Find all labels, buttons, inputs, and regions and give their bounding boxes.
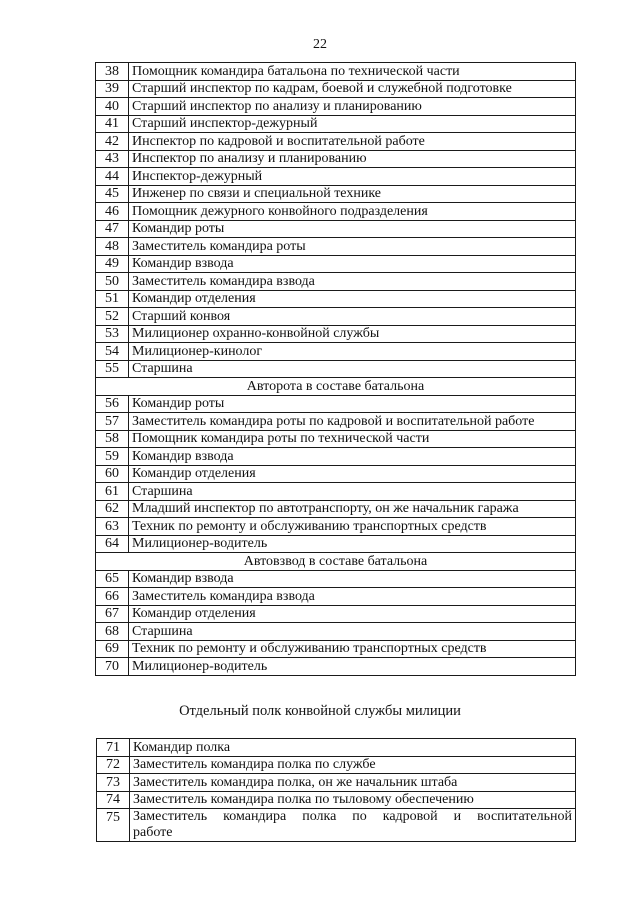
row-number: 64	[96, 535, 129, 553]
row-number: 52	[96, 308, 129, 326]
table-row	[96, 290, 576, 308]
table-row	[96, 80, 576, 98]
position-title: Милиционер-водитель	[129, 535, 576, 553]
table-row	[96, 658, 576, 676]
row-number: 40	[96, 98, 129, 116]
row-number: 44	[96, 168, 129, 186]
section-row	[96, 553, 576, 571]
row-number: 51	[96, 290, 129, 308]
table-row	[96, 588, 576, 606]
table-row	[97, 739, 576, 757]
position-title: Младший инспектор по автотранспорту, он же начальник гаража	[129, 500, 576, 518]
position-title: Старшина	[129, 483, 576, 501]
position-title: Командир роты	[129, 395, 576, 413]
row-number: 69	[96, 640, 129, 658]
row-number: 59	[96, 448, 129, 466]
position-title: Старший конвоя	[129, 308, 576, 326]
row-number: 42	[96, 133, 129, 151]
position-title: Заместитель командира взвода	[129, 588, 576, 606]
table-row	[96, 413, 576, 431]
row-number: 66	[96, 588, 129, 606]
position-title: Помощник командира батальона по технической части	[129, 63, 576, 81]
position-title: Старший инспектор по кадрам, боевой и служебной подготовке	[129, 80, 576, 98]
position-title: Инспектор по анализу и планированию	[129, 150, 576, 168]
row-number: 50	[96, 273, 129, 291]
position-title: Инженер по связи и специальной технике	[129, 185, 576, 203]
row-number: 60	[96, 465, 129, 483]
table-row	[97, 756, 576, 774]
table-row	[97, 791, 576, 809]
row-number: 53	[96, 325, 129, 343]
table-row	[96, 430, 576, 448]
table-row	[96, 483, 576, 501]
position-title: Старший инспектор по анализу и планированию	[129, 98, 576, 116]
position-title: Командир роты	[129, 220, 576, 238]
table-row	[96, 623, 576, 641]
table-row	[96, 98, 576, 116]
row-number: 75	[97, 809, 130, 842]
position-title: Командир взвода	[129, 448, 576, 466]
table-row	[96, 448, 576, 466]
table-row	[96, 325, 576, 343]
row-number: 73	[97, 774, 130, 792]
row-number: 67	[96, 605, 129, 623]
table-row	[96, 500, 576, 518]
row-number: 58	[96, 430, 129, 448]
section-title: Автовзвод в составе батальона	[96, 553, 576, 571]
position-title: Старший инспектор-дежурный	[129, 115, 576, 133]
regiment-staff-table-body	[97, 739, 576, 842]
position-title: Старшина	[129, 623, 576, 641]
row-number: 71	[97, 739, 130, 757]
position-title: Заместитель командира роты	[129, 238, 576, 256]
row-number: 41	[96, 115, 129, 133]
regiment-staff-table	[96, 738, 576, 842]
position-title: Командир взвода	[129, 255, 576, 273]
position-title: Заместитель командира полка по тыловому обеспечению	[130, 791, 576, 809]
staff-table-body	[96, 63, 576, 676]
row-number: 61	[96, 483, 129, 501]
position-title: Техник по ремонту и обслуживанию транспортных средств	[129, 518, 576, 536]
table-row	[96, 395, 576, 413]
row-number: 56	[96, 395, 129, 413]
table-row	[97, 809, 576, 842]
table-row	[96, 255, 576, 273]
position-title	[130, 809, 576, 842]
position-title: Заместитель командира роты по кадровой и воспитательной работе	[129, 413, 576, 431]
position-title: Заместитель командира полка, он же начальник штаба	[130, 774, 576, 792]
table-row	[96, 308, 576, 326]
table-row	[96, 185, 576, 203]
row-number: 43	[96, 150, 129, 168]
table-row	[97, 774, 576, 792]
row-number: 38	[96, 63, 129, 81]
section-title: Авторота в составе батальона	[96, 378, 576, 396]
row-number: 45	[96, 185, 129, 203]
table-row	[96, 570, 576, 588]
row-number: 49	[96, 255, 129, 273]
table-row	[96, 115, 576, 133]
row-number: 65	[96, 570, 129, 588]
page-number: 22	[313, 37, 327, 52]
position-title: Командир отделения	[129, 605, 576, 623]
position-title: Старшина	[129, 360, 576, 378]
position-title-line-2: работе	[133, 825, 173, 840]
position-title: Милиционер-кинолог	[129, 343, 576, 361]
table-row	[96, 360, 576, 378]
position-title: Заместитель командира полка по службе	[130, 756, 576, 774]
row-number: 63	[96, 518, 129, 536]
position-title: Заместитель командира взвода	[129, 273, 576, 291]
table-row	[96, 465, 576, 483]
table-row	[96, 63, 576, 81]
position-title: Милиционер охранно-конвойной службы	[129, 325, 576, 343]
row-number: 46	[96, 203, 129, 221]
position-title: Командир взвода	[129, 570, 576, 588]
row-number: 68	[96, 623, 129, 641]
table-row	[96, 605, 576, 623]
row-number: 74	[97, 791, 130, 809]
row-number: 55	[96, 360, 129, 378]
position-title: Командир отделения	[129, 290, 576, 308]
position-title: Инспектор по кадровой и воспитательной работе	[129, 133, 576, 151]
row-number: 57	[96, 413, 129, 431]
table-row	[96, 343, 576, 361]
position-title: Помощник дежурного конвойного подразделения	[129, 203, 576, 221]
table-row	[96, 273, 576, 291]
position-title: Командир полка	[130, 739, 576, 757]
table-row	[96, 238, 576, 256]
row-number: 48	[96, 238, 129, 256]
section-row	[96, 378, 576, 396]
row-number: 62	[96, 500, 129, 518]
row-number: 70	[96, 658, 129, 676]
position-title: Командир отделения	[129, 465, 576, 483]
position-title: Техник по ремонту и обслуживанию транспортных средств	[129, 640, 576, 658]
table-row	[96, 220, 576, 238]
row-number: 72	[97, 756, 130, 774]
row-number: 54	[96, 343, 129, 361]
table-row	[96, 640, 576, 658]
unit-heading: Отдельный полк конвойной службы милиции	[179, 703, 461, 719]
row-number: 39	[96, 80, 129, 98]
position-title: Милиционер-водитель	[129, 658, 576, 676]
table-row	[96, 133, 576, 151]
table-row	[96, 535, 576, 553]
position-title-line-1: Заместитель командира полка по кадровой и воспитательной	[133, 809, 572, 824]
table-row	[96, 150, 576, 168]
row-number: 47	[96, 220, 129, 238]
staff-table	[95, 62, 576, 676]
table-row	[96, 518, 576, 536]
table-row	[96, 203, 576, 221]
position-title: Помощник командира роты по технической части	[129, 430, 576, 448]
position-title: Инспектор-дежурный	[129, 168, 576, 186]
table-row	[96, 168, 576, 186]
